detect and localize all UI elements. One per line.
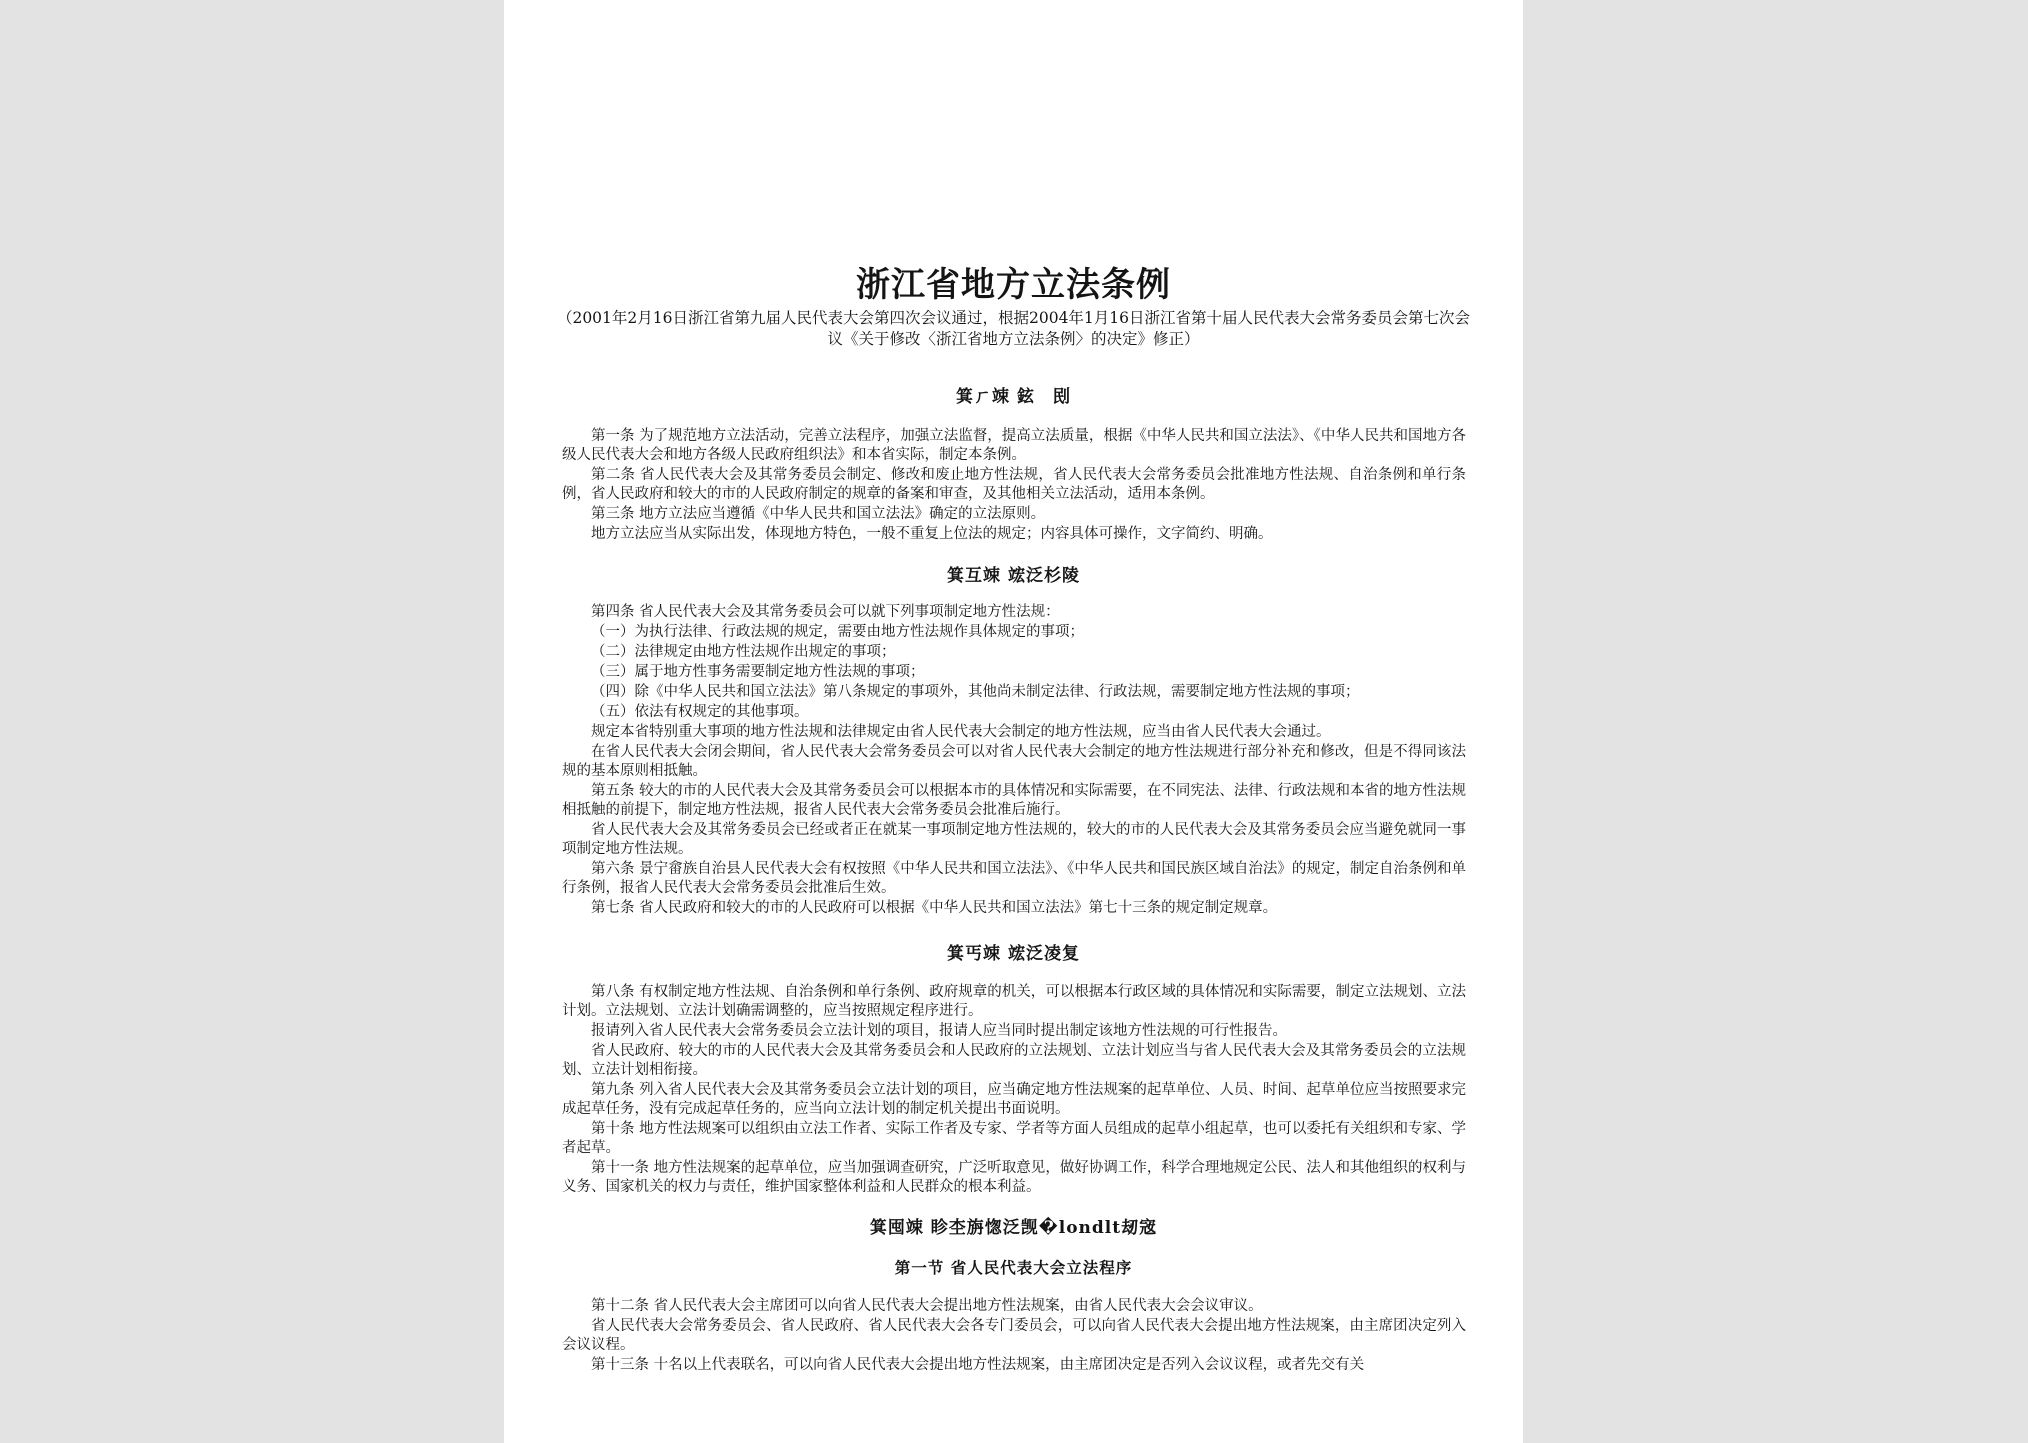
article-12: 第十二条 省人民代表大会主席团可以向省人民代表大会提出地方性法规案，由省人民代表大会会议审议。	[591, 1298, 1263, 1314]
article-5: 第五条 较大的市的人民代表大会及其常务委员会可以根据本市的具体情况和实际需要，在不同宪法、法律、行政法规和本省的地方性法规相抵触的前提下，制定地方性法规，报省人民代表大会常务委员会批准后施行。	[562, 783, 1466, 819]
article-1: 第一条 为了规范地方立法活动，完善立法程序，加强立法监督，提高立法质量，根据《中华人民共和国立法法》、《中华人民共和国地方各级人民代表大会和地方各级人民政府组织法》和本省实际，制定本条例。	[562, 428, 1466, 464]
article-8-para-2: 报请列入省人民代表大会常务委员会立法计划的项目，报请人应当同时提出制定该地方性法规的可行性报告。	[591, 1023, 1287, 1039]
article-4-para-2: 规定本省特别重大事项的地方性法规和法律规定由省人民代表大会制定的地方性法规，应当由省人民代表大会通过。	[591, 724, 1331, 740]
article-4-item-2: （二）法律规定由地方性法规作出规定的事项；	[591, 644, 896, 660]
section-1-heading: 第一节 省人民代表大会立法程序	[894, 1258, 1133, 1277]
article-10: 第十条 地方性法规案可以组织由立法工作者、实际工作者及专家、学者等方面人员组成的起草小组起草，也可以委托有关组织和专家、学者起草。	[562, 1121, 1466, 1157]
article-13: 第十三条 十名以上代表联名，可以向省人民代表大会提出地方性法规案，由主席团决定是否列入会议议程，或者先交有关	[591, 1357, 1365, 1373]
article-4-item-1: （一）为执行法律、行政法规的规定，需要由地方性法规作具体规定的事项；	[591, 624, 1084, 640]
document-title: 浙江省地方立法条例	[856, 265, 1171, 305]
article-7: 第七条 省人民政府和较大的市的人民政府可以根据《中华人民共和国立法法》第七十三条的规定制定规章。	[591, 900, 1278, 916]
chapter-4-heading: 箕囤竦 眕杢旃愡泛觊�londlt刼宼	[869, 1218, 1158, 1238]
article-4: 第四条 省人民代表大会及其常务委员会可以就下列事项制定地方性法规：	[591, 604, 1060, 620]
article-11: 第十一条 地方性法规案的起草单位，应当加强调查研究，广泛听取意见，做好协调工作，科学合理地规定公民、法人和其他组织的权利与义务、国家机关的权力与责任，维护国家整体利益和人民群众的根本利益。	[562, 1160, 1466, 1196]
chapter-3-heading: 箕丐竦 竤泛凌复	[947, 944, 1080, 964]
article-6: 第六条 景宁畲族自治县人民代表大会有权按照《中华人民共和国立法法》、《中华人民共和国民族区域自治法》的规定，制定自治条例和单行条例，报省人民代表大会常务委员会批准后生效。	[562, 861, 1466, 897]
article-2: 第二条 省人民代表大会及其常务委员会制定、修改和废止地方性法规，省人民代表大会常务委员会批准地方性法规、自治条例和单行条例，省人民政府和较大的市的人民政府制定的规章的备案和审查，及其他相关立法活动，适用本条例。	[562, 467, 1466, 503]
article-4-item-5: （五）依法有权规定的其他事项。	[591, 704, 809, 720]
article-8-para-3: 省人民政府、较大的市的人民代表大会及其常务委员会和人民政府的立法规划、立法计划应当与省人民代表大会及其常务委员会的立法规划、立法计划相衔接。	[562, 1043, 1466, 1079]
article-3-para-2: 地方立法应当从实际出发，体现地方特色，一般不重复上位法的规定；内容具体可操作，文字简约、明确。	[591, 526, 1273, 542]
chapter-1-heading: 箕ㄏ竦 鉉 刡	[956, 387, 1071, 407]
article-5-para-2: 省人民代表大会及其常务委员会已经或者正在就某一事项制定地方性法规的，较大的市的人民代表大会及其常务委员会应当避免就同一事项制定地方性法规。	[562, 822, 1466, 858]
chapter-2-heading: 箕互竦 竤泛杉陵	[947, 566, 1080, 586]
article-8: 第八条 有权制定地方性法规、自治条例和单行条例、政府规章的机关，可以根据本行政区域的具体情况和实际需要，制定立法规划、立法计划。立法规划、立法计划确需调整的，应当按照规定程序进行。	[562, 984, 1466, 1020]
article-9: 第九条 列入省人民代表大会及其常务委员会立法计划的项目，应当确定地方性法规案的起草单位、人员、时间、起草单位应当按照要求完成起草任务，没有完成起草任务的，应当向立法计划的制定机关提出书面说明。	[562, 1082, 1466, 1118]
article-4-item-4: （四）除《中华人民共和国立法法》第八条规定的事项外，其他尚未制定法律、行政法规，需要制定地方性法规的事项；	[591, 684, 1360, 700]
article-4-item-3: （三）属于地方性事务需要制定地方性法规的事项；	[591, 664, 925, 680]
article-12-para-2: 省人民代表大会常务委员会、省人民政府、省人民代表大会各专门委员会，可以向省人民代表大会提出地方性法规案，由主席团决定列入会议议程。	[562, 1318, 1466, 1354]
document-subtitle: （2001年2月16日浙江省第九届人民代表大会第四次会议通过，根据2004年1月16日浙江省第十届人民代表大会常务委员会第七次会议《关于修改〈浙江省地方立法条例〉的决定》修正）	[556, 309, 1471, 348]
article-4-para-3: 在省人民代表大会闭会期间，省人民代表大会常务委员会可以对省人民代表大会制定的地方性法规进行部分补充和修改，但是不得同该法规的基本原则相抵触。	[562, 744, 1466, 780]
document-page	[504, 0, 1523, 1443]
article-3: 第三条 地方立法应当遵循《中华人民共和国立法法》确定的立法原则。	[591, 506, 1046, 522]
